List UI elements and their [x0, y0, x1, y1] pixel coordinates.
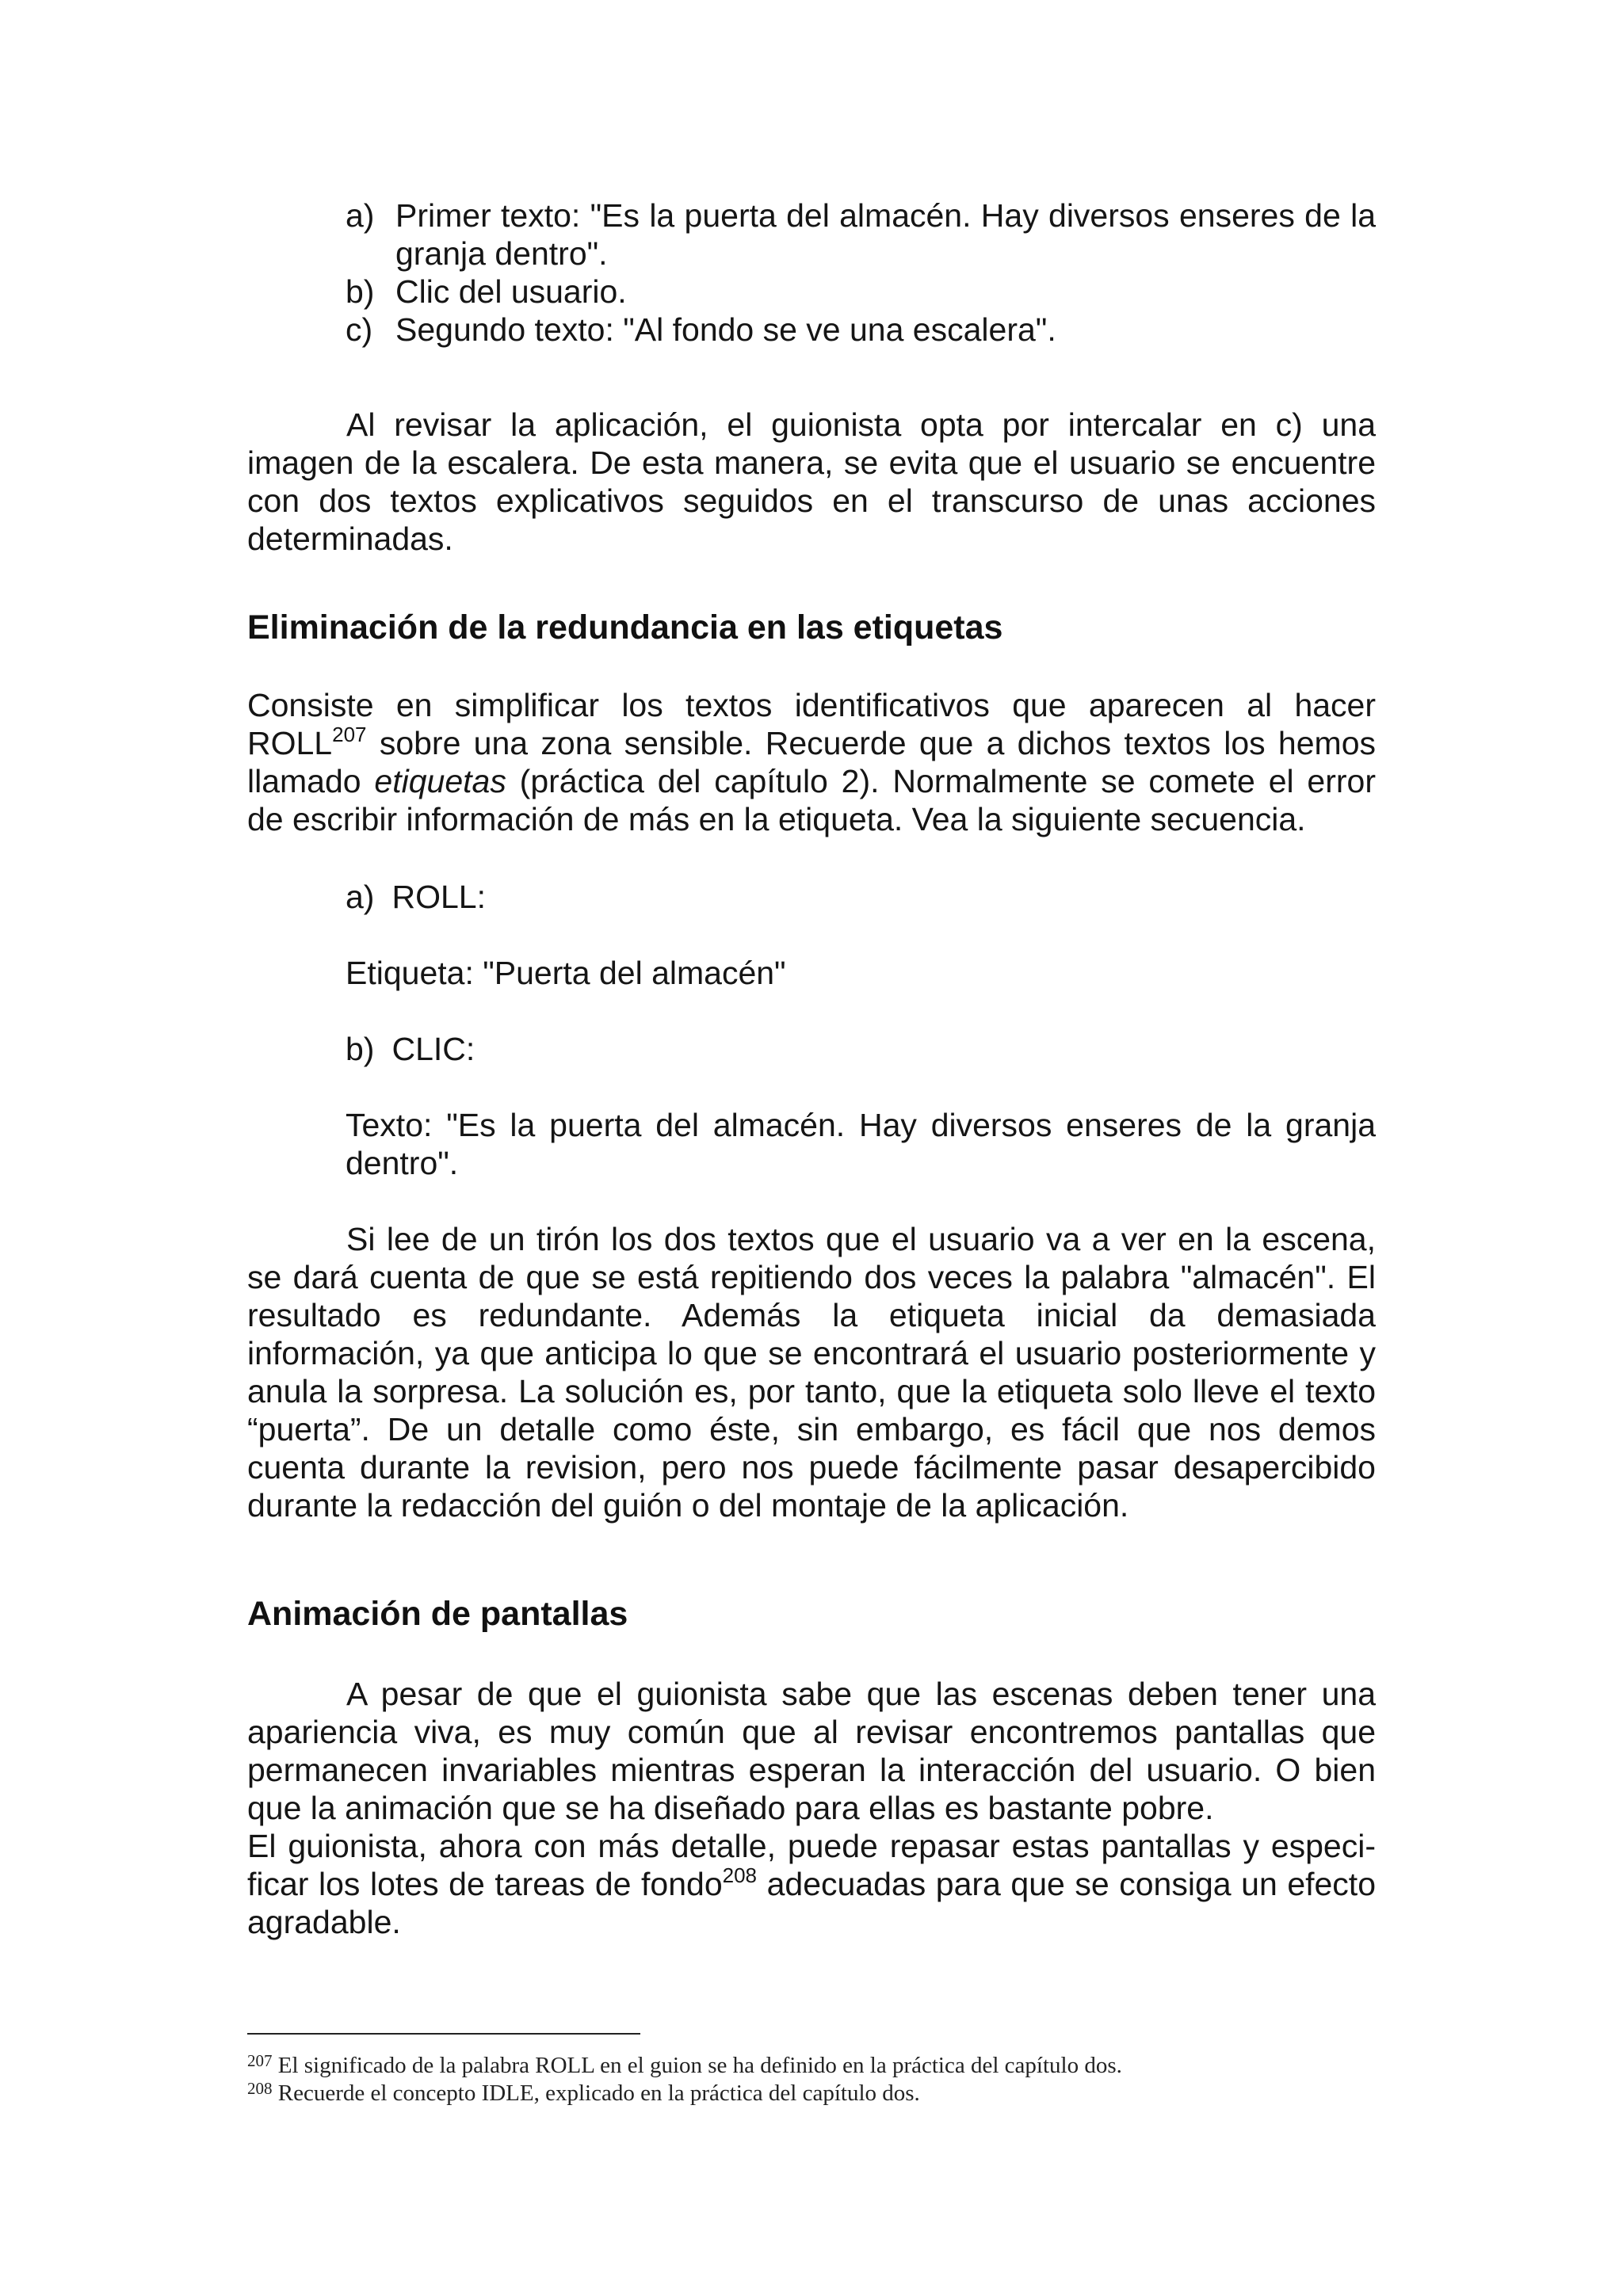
- footnote-number: 208: [247, 2079, 273, 2098]
- paragraph-text: (práctica del capítulo 2). Normalmente se comete el error de escribir información de más en la etiqueta. Vea la siguiente secuencia.: [247, 763, 1376, 837]
- paragraph: A pesar de que el guionista sabe que las escenas deben tener una apariencia viva, es muy común que al revisar encontremos pantallas que permanecen invariables mientras esperan la interacción del usuario. O bien que la animación que se ha diseñado para ellas es bastante pobre.: [247, 1676, 1376, 1826]
- footnote-divider: [247, 2033, 640, 2035]
- intro-list: [346, 196, 1376, 349]
- list-item: [346, 196, 1376, 273]
- step-label: CLIC:: [391, 1031, 475, 1067]
- paragraph: [247, 1827, 1376, 1941]
- list-item-text: Primer texto: "Es la puerta del almacén. Hay diversos enseres de la granja dentro".: [395, 197, 1376, 272]
- footnote: [247, 2080, 1436, 2107]
- paragraph-text: adecuadas para que se consiga un efecto agradable.: [247, 1866, 1377, 1940]
- section-heading: Animación de pantallas: [247, 1595, 628, 1633]
- paragraph-text: sobre una zona sensible. Recuerde que a dichos textos los hemos llamado: [247, 725, 1376, 799]
- footnote-ref[interactable]: 208: [722, 1863, 758, 1887]
- list-marker: a): [346, 197, 375, 234]
- footnote: [247, 2052, 1436, 2079]
- paragraph-text: El guionista, ahora con más detalle, puede repasar estas pantallas y especi-ficar los lotes de tareas de fondo: [247, 1828, 1376, 1902]
- list-marker: b): [346, 1031, 375, 1067]
- step-label: ROLL:: [391, 879, 486, 915]
- list-item: [346, 311, 1376, 349]
- list-marker: a): [346, 879, 375, 915]
- list-marker: b): [346, 273, 375, 310]
- paragraph-text: Consiste en simplificar los textos identificativos que aparecen al hacer ROLL: [247, 687, 1376, 761]
- footnote-ref[interactable]: 207: [332, 723, 367, 746]
- list-item-text: Segundo texto: "Al fondo se ve una escalera".: [395, 311, 1056, 348]
- list-marker: c): [346, 311, 373, 348]
- sequence-step-a: [346, 878, 1376, 916]
- step-detail: Texto: "Es la puerta del almacén. Hay diversos enseres de la granja dentro".: [346, 1107, 1376, 1181]
- list-item-text: Clic del usuario.: [395, 273, 627, 310]
- paragraph: Al revisar la aplicación, el guionista opta por intercalar en c) una imagen de la escalera. De esta manera, se evita que el usuario se encuentre con dos textos explicativos seguidos en el transcurso de unas acciones determinadas.: [247, 406, 1376, 557]
- paragraph: [247, 686, 1376, 838]
- paragraph: Si lee de un tirón los dos textos que el usuario va a ver en la escena, se dará cuenta de que se está repitiendo dos veces la palabra "almacén". El resultado es redundante. Además la etiqueta inicial da demasiada información, ya que anticipa lo que se encontrará el usuario posteriormente y anula la sorpresa. La solución es, por tanto, que la etiqueta solo lleve el texto “puerta”. De un detalle como éste, sin embargo, es fácil que nos demos cuenta durante la revision, pero nos puede fácilmente pasar desapercibido durante la redacción del guión o del montaje de la aplicación.: [247, 1221, 1376, 1524]
- section-heading: Eliminación de la redundancia en las etiquetas: [247, 608, 1003, 646]
- footnote-text: Recuerde el concepto IDLE, explicado en la práctica del capítulo dos.: [272, 2081, 920, 2106]
- list-item: [346, 273, 1376, 311]
- step-detail: Etiqueta: "Puerta del almacén": [346, 955, 786, 991]
- sequence-step-b: [346, 1030, 1376, 1068]
- footnote-number: 207: [247, 2051, 273, 2070]
- emphasis-text: etiquetas: [374, 763, 506, 799]
- footnote-text: El significado de la palabra ROLL en el guion se ha definido en la práctica del capítulo dos.: [272, 2053, 1122, 2078]
